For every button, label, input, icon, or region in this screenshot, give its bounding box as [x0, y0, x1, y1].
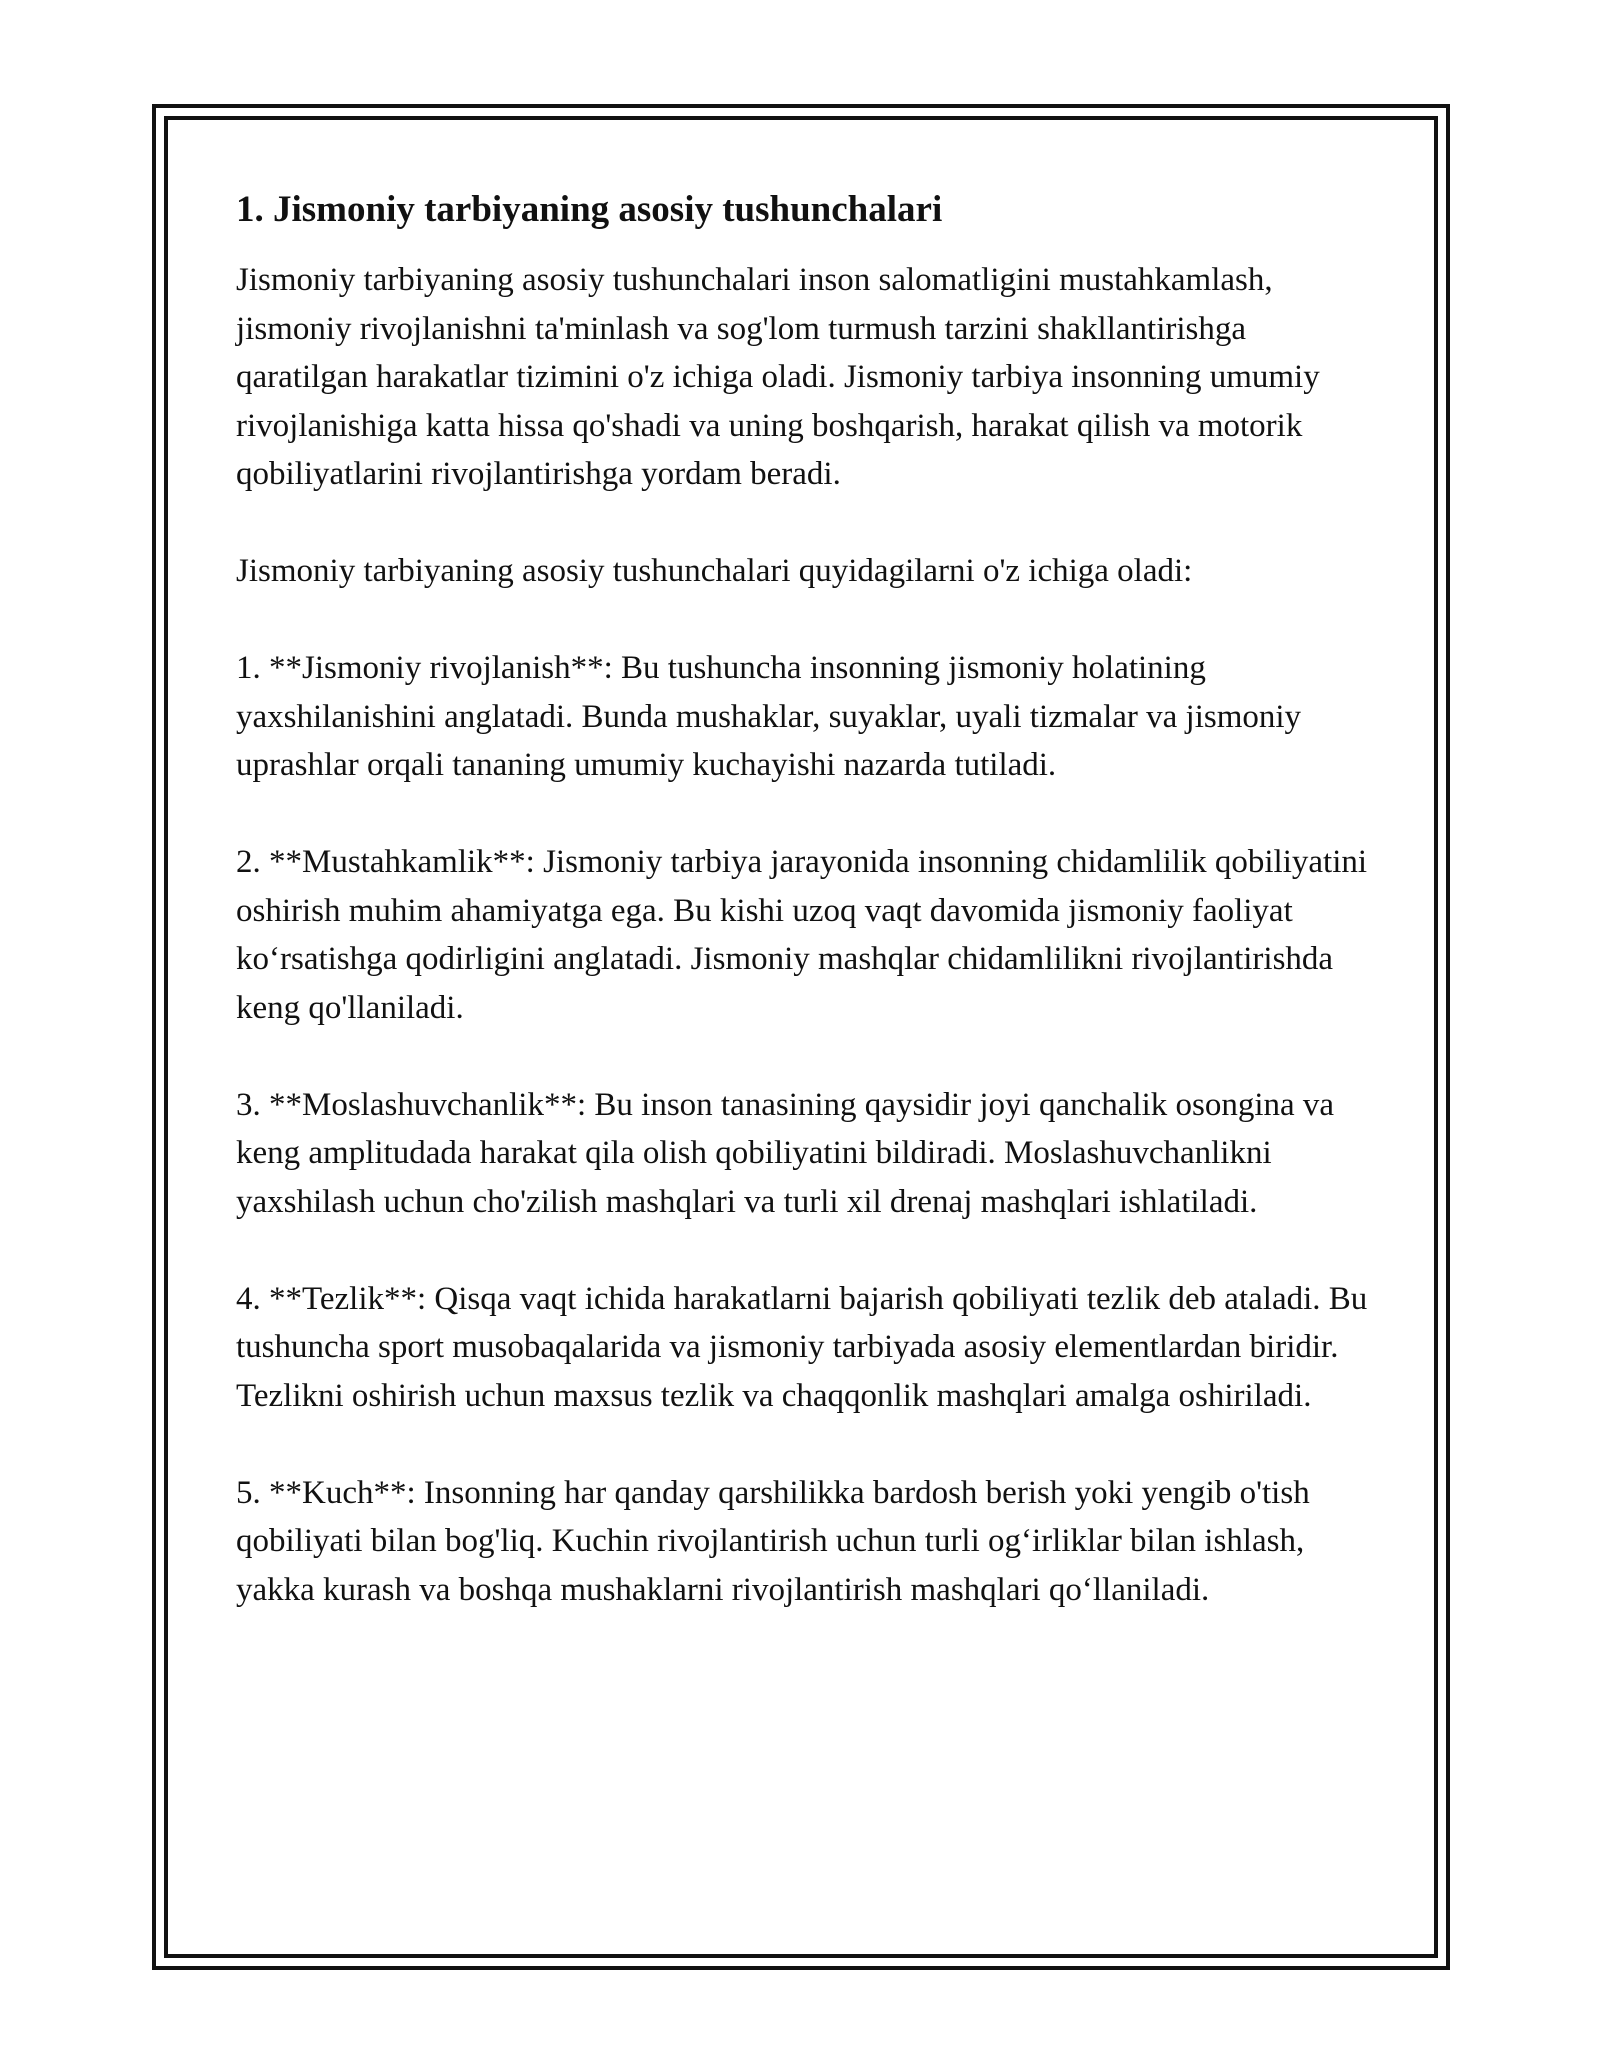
list-item-tezlik: 4. **Tezlik**: Qisqa vaqt ichida harakatlarni bajarish qobiliyati tezlik deb ataladi. Bu tushuncha sport musobaqalarida va jismoniy tarbiyada asosiy elementlardan biridir. Tezlikni oshirish uchun maxsus tezlik va chaqqonlik mashqlari amalga oshiriladi. [236, 1280, 1368, 1414]
document-body [236, 186, 1376, 1663]
list-item-moslashuvchanlik: 3. **Moslashuvchanlik**: Bu inson tanasining qaysidir joyi qanchalik osongina va keng amplitudada harakat qila olish qobiliyatini bildiradi. Moslashuvchanlikni yaxshilash uchun cho'zilish mashqlari va turli xil drenaj mashqlari ishlatiladi. [236, 1086, 1335, 1220]
list-intro-paragraph: Jismoniy tarbiyaning asosiy tushunchalari quyidagilarni o'z ichiga oladi: [236, 553, 1193, 589]
intro-paragraph: Jismoniy tarbiyaning asosiy tushunchalari inson salomatligini mustahkamlash, jismoniy rivojlanishni ta'minlash va sog'lom turmush tarzini shakllantirishga qaratilgan harakatlar tizimini o'z ichiga oladi. Jismoniy tarbiya insonning umumiy rivojlanishiga katta hissa qo'shadi va uning boshqarish, harakat qilish va motorik qobiliyatlarini rivojlantirishga yordam beradi. [236, 262, 1320, 492]
list-item-kuch: 5. **Kuch**: Insonning har qanday qarshilikka bardosh berish yoki yengib o'tish qobiliyati bilan bog'liq. Kuchin rivojlantirish uchun turli og‘irliklar bilan ishlash, yakka kurash va boshqa mushaklarni rivojlantirish mashqlari qo‘llaniladi. [236, 1474, 1310, 1608]
list-item-mustahkamlik: 2. **Mustahkamlik**: Jismoniy tarbiya jarayonida insonning chidamlilik qobiliyatini oshirish muhim ahamiyatga ega. Bu kishi uzoq vaqt davomida jismoniy faoliyat ko‘rsatishga qodirligini anglatadi. Jismoniy mashqlar chidamlilikni rivojlantirishda keng qo'llaniladi. [236, 844, 1368, 1026]
list-item-jismoniy-rivojlanish: 1. **Jismoniy rivojlanish**: Bu tushuncha insonning jismoniy holatining yaxshilanishini anglatadi. Bunda mushaklar, suyaklar, uyali tizmalar va jismoniy uprashlar orqali tananing umumiy kuchayishi nazarda tutiladi. [236, 650, 1302, 783]
section-title: 1. Jismoniy tarbiyaning asosiy tushunchalari [236, 189, 943, 230]
